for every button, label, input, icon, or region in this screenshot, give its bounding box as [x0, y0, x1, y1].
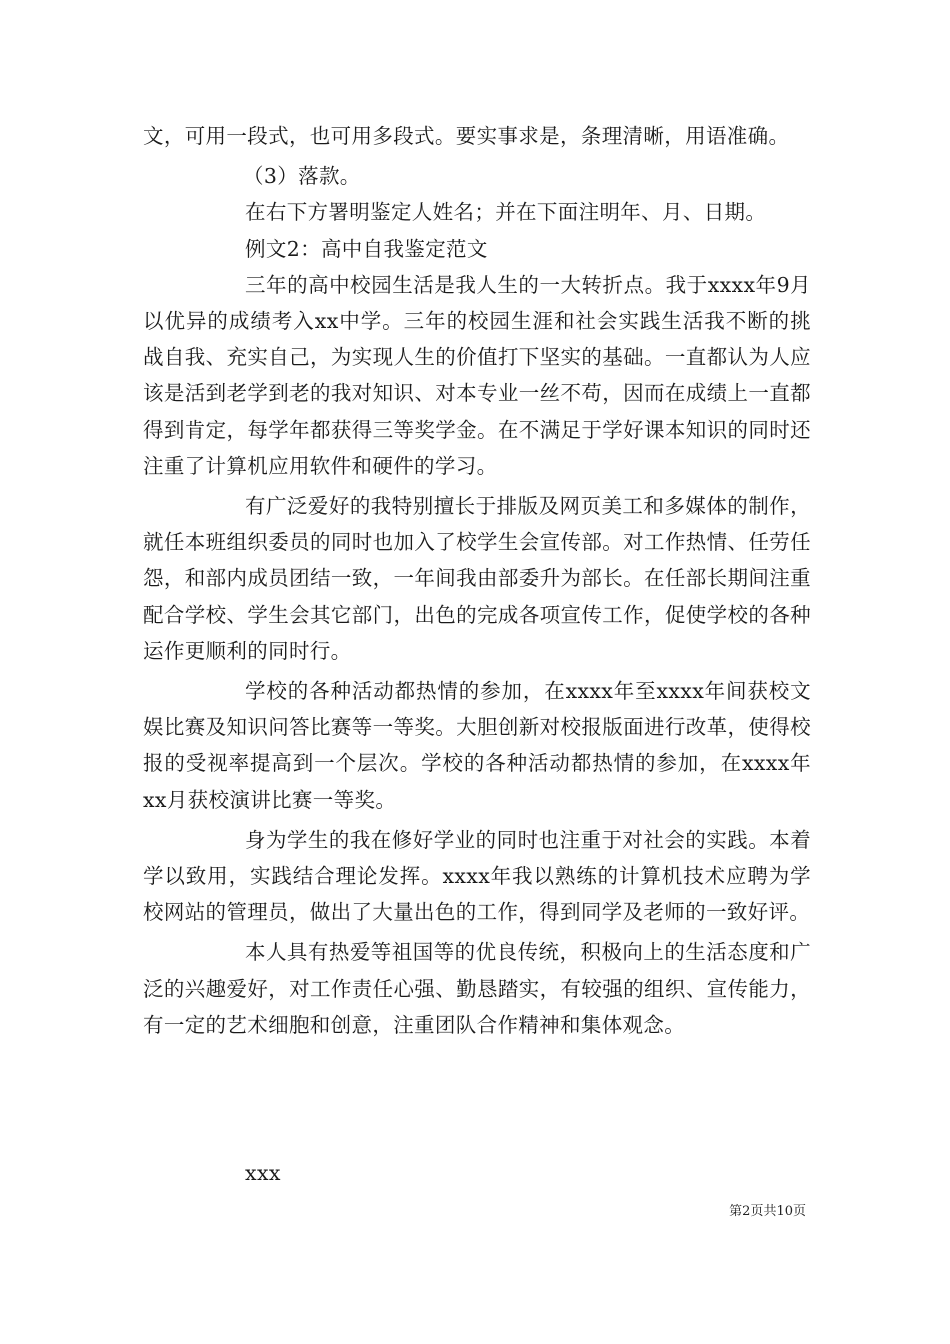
- paragraph-section-heading: （3）落款。: [243, 164, 361, 189]
- paragraph-body-5: 本人具有热爱等祖国等的优良传统，积极向上的生活态度和广泛的兴趣爱好，对工作责任心强、勤恳踏实，有较强的组织、宣传能力，有一定的艺术细胞和创意，注重团队合作精神和集体观念。: [143, 940, 811, 1037]
- document-body: [143, 118, 811, 1043]
- paragraph-body-2: 有广泛爱好的我特别擅长于排版及网页美工和多媒体的制作，就任本班组织委员的同时也加入了校学生会宣传部。对工作热情、任劳任怨，和部内成员团结一致，一年间我由部委升为部长。在任部长期间注重配合学校、学生会其它部门，出色的完成各项宣传工作，促使学校的各种运作更顺利的同时行。: [143, 494, 811, 663]
- paragraph-body-4: 身为学生的我在修好学业的同时也注重于对社会的实践。本着学以致用，实践结合理论发挥。xxxx年我以熟练的计算机技术应聘为学校网站的管理员，做出了大量出色的工作，得到同学及老师的一致好评。: [143, 827, 811, 925]
- paragraph-continuation: 文，可用一段式，也可用多段式。要实事求是，条理清晰，用语准确。: [143, 124, 790, 148]
- paragraph-body-1: 三年的高中校园生活是我人生的一大转折点。我于xxxx年9月以优异的成绩考入xx中学。三年的校园生涯和社会实践生活我不断的挑战自我、充实自己，为实现人生的价值打下坚实的基础。一直都认为人应该是活到老学到老的我对知识、对本专业一丝不苟，因而在成绩上一直都得到肯定，每学年都获得三等奖学金。在不满足于学好课本知识的同时还注重了计算机应用软件和硬件的学习。: [143, 272, 811, 478]
- paragraph-body-3: 学校的各种活动都热情的参加，在xxxx年至xxxx年间获校文娱比赛及知识问答比赛等一等奖。大胆创新对校报版面进行改革，使得校报的受视率提高到一个层次。学校的各种活动都热情的参加，在xxxx年xx月获校演讲比赛一等奖。: [143, 679, 811, 812]
- paragraph-example-title: 例文2：高中自我鉴定范文: [245, 236, 488, 261]
- page-number: 第2页共10页: [729, 1204, 806, 1219]
- paragraph-signature-instruction: 在右下方署明鉴定人姓名；并在下面注明年、月、日期。: [245, 200, 767, 225]
- signature-name: xxx: [245, 1161, 281, 1185]
